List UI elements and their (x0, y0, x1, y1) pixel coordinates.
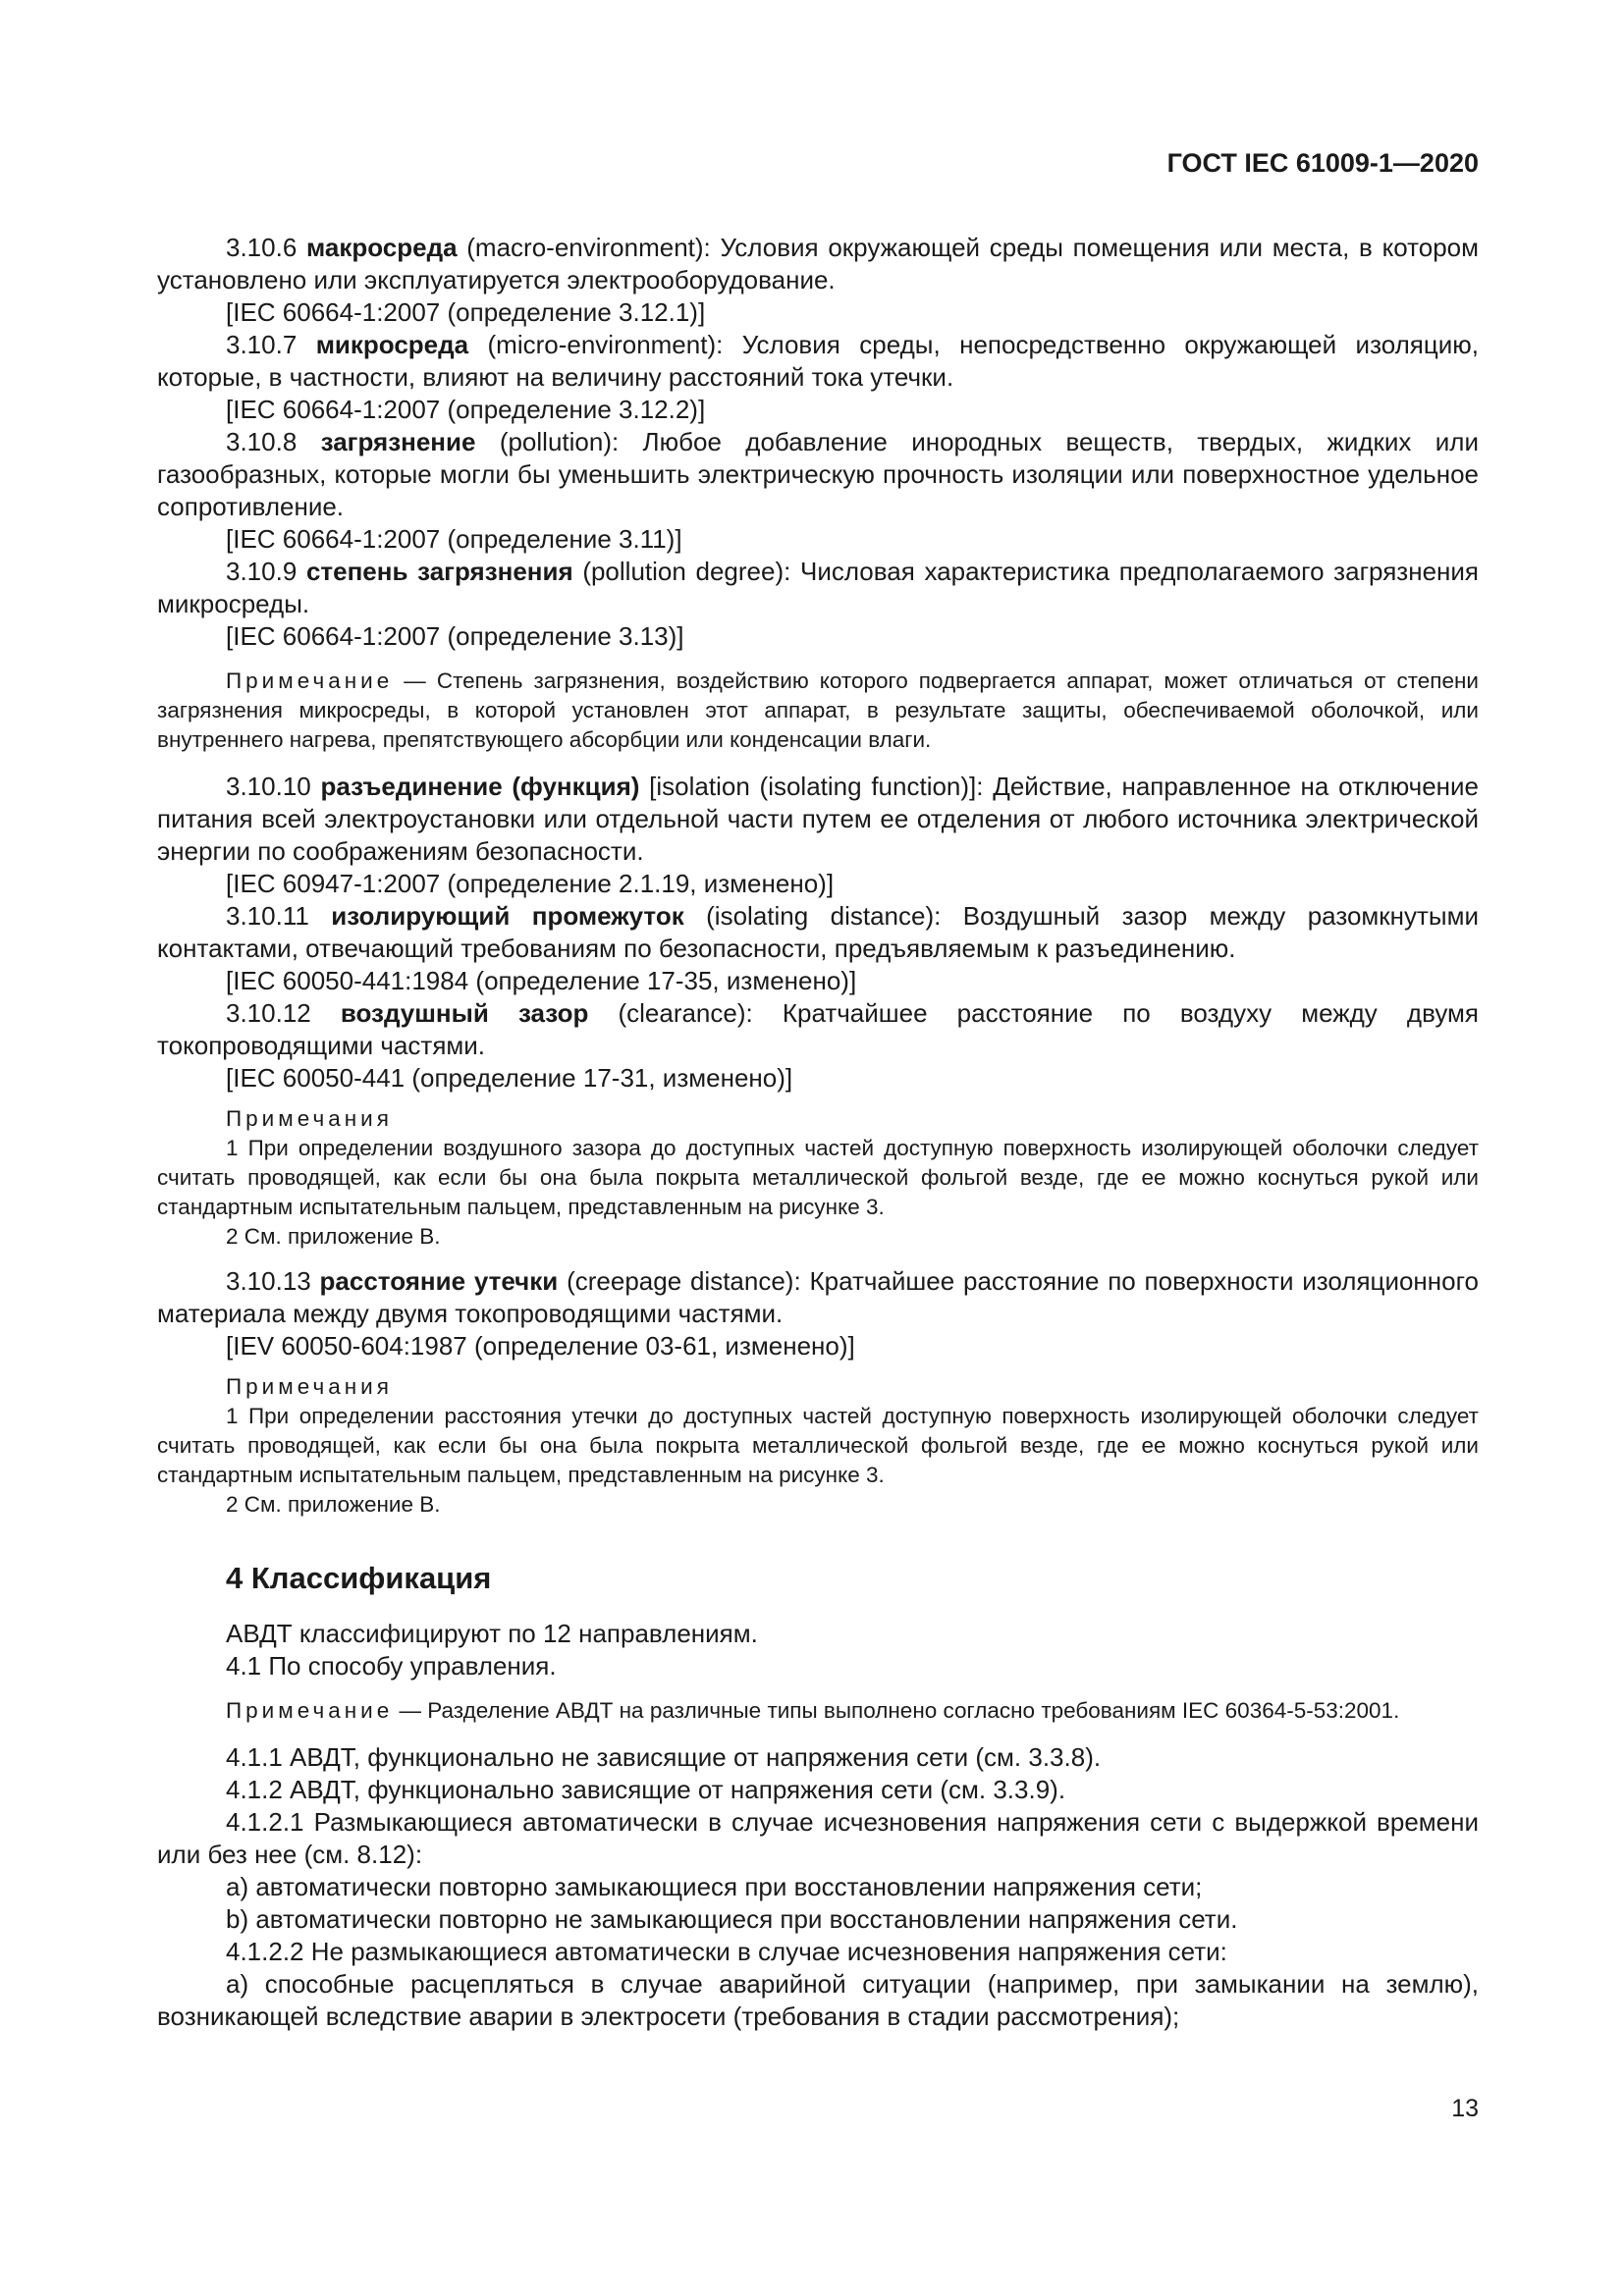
document-page (157, 145, 1479, 2033)
list-item: b) автоматически повторно не замыкающиеся при восстановлении напряжения сети. (226, 1904, 1238, 1934)
section-title: 4 Классификация (226, 1561, 492, 1595)
notes-block (157, 1104, 1479, 1252)
paragraph: 4.1.1 АВДТ, функционально не зависящие от напряжения сети (см. 3.3.8). (226, 1742, 1102, 1772)
term-pollution: загрязнение (320, 427, 476, 456)
document-header: ГОСТ IEC 61009-1—2020 (1166, 148, 1479, 178)
definition-3-10-9: 3.10.9 степень загрязнения (pollution degree): Числовая характеристика предполагаемого загрязнения микросреды. (157, 557, 1479, 618)
term-pollution-degree: степень загрязнения (305, 557, 573, 586)
note-2: 2 См. приложение В. (226, 1492, 441, 1517)
paragraph: 4.1.2 АВДТ, функционально зависящие от напряжения сети (см. 3.3.9). (226, 1775, 1066, 1804)
paragraph: АВДТ классифицируют по 12 направлениям. (226, 1619, 758, 1648)
reference: [IEC 60050-441:1984 (определение 17-35, изменено)] (226, 966, 857, 995)
note-1: 1 При определении воздушного зазора до доступных частей доступную поверхность изолирующей оболочки следует считать проводящей, как если бы она была покрыта металлической фольгой везде, где ее можно коснуться рукой или стандартным испытательным пальцем, представленным на рисунке 3. (157, 1136, 1479, 1219)
term-creepage-distance: расстояние утечки (319, 1266, 559, 1296)
reference: [IEC 60664-1:2007 (определение 3.11)] (226, 524, 682, 554)
term-micro-environment: микросреда (315, 330, 469, 359)
notes-label: Примечания (226, 1374, 393, 1399)
note-label: Примечание (226, 668, 394, 693)
definition-3-10-11: 3.10.11 изолирующий промежуток (isolating distance): Воздушный зазор между разомкнутыми контактами, отвечающий требованиям по безопасности, предъявляемым к разъединению. (157, 901, 1480, 963)
notes-block (157, 1372, 1479, 1520)
reference: [IEC 60947-1:2007 (определение 2.1.19, изменено)] (226, 869, 835, 898)
reference: [IEC 60050-441 (определение 17-31, изменено)] (226, 1063, 793, 1093)
list-item: a) автоматически повторно замыкающиеся при восстановлении напряжения сети; (226, 1872, 1203, 1901)
definition-3-10-8: 3.10.8 загрязнение (pollution): Любое добавление инородных веществ, твердых, жидких или газообразных, которые могли бы уменьшить электрическую прочность изоляции или поверхностное удельное сопротивление. (157, 427, 1479, 521)
paragraph: 4.1.2.2 Не размыкающиеся автоматически в случае исчезновения напряжения сети: (226, 1937, 1227, 1966)
reference: [IEC 60664-1:2007 (определение 3.12.2)] (226, 395, 706, 424)
definition-3-10-10: 3.10.10 разъединение (функция) [isolation (isolating function)]: Действие, направленное на отключение питания всей электроустановки или отдельной части путем ее отделения от любого источника электрической энергии по соображениям безопасности. (157, 772, 1479, 866)
term-isolating-distance: изолирующий промежуток (331, 901, 684, 931)
reference: [IEV 60050-604:1987 (определение 03-61, изменено)] (226, 1331, 855, 1361)
note-2: 2 См. приложение В. (226, 1224, 441, 1249)
note-label: Примечание (226, 1698, 394, 1723)
reference: [IEC 60664-1:2007 (определение 3.12.1)] (226, 297, 706, 327)
page-number: 13 (1451, 2095, 1479, 2122)
note-1: 1 При определении расстояния утечки до доступных частей доступную поверхность изолирующей оболочки следует считать проводящей, как если бы она была покрыта металлической фольгой везде, где ее можно коснуться рукой или стандартным испытательным пальцем, представленным на рисунке 3. (157, 1404, 1479, 1487)
definition-3-10-12: 3.10.12 воздушный зазор (clearance): Кратчайшее расстояние по воздуху между двумя токопроводящими частями. (157, 998, 1479, 1060)
definition-3-10-13: 3.10.13 расстояние утечки (creepage distance): Кратчайшее расстояние по поверхности изоляционного материала между двумя токопроводящими частями. (157, 1266, 1479, 1328)
definition-3-10-7: 3.10.7 микросреда (micro-environment): Условия среды, непосредственно окружающей изоляцию, которые, в частности, влияют на величину расстояний тока утечки. (157, 330, 1479, 392)
term-clearance: воздушный зазор (340, 998, 589, 1028)
list-item: a) способные расцепляться в случае аварийной ситуации (например, при замыкании на землю), возникающей вследствие аварии в электросети (требования в стадии рассмотрения); (157, 1969, 1479, 2031)
term-isolation: разъединение (функция) (320, 772, 640, 801)
paragraph: 4.1 По способу управления. (226, 1651, 557, 1681)
notes-label: Примечания (226, 1106, 393, 1131)
term-macro-environment: макросреда (306, 233, 458, 262)
paragraph: 4.1.2.1 Размыкающиеся автоматически в случае исчезновения напряжения сети с выдержкой времени или без нее (см. 8.12): (157, 1807, 1479, 1869)
reference: [IEC 60664-1:2007 (определение 3.13)] (226, 621, 684, 651)
definition-3-10-6: 3.10.6 макросреда (macro-environment): Условия окружающей среды помещения или места, в котором установлено или эксплуатируется электрооборудование. (157, 233, 1479, 294)
note: Примечание — Разделение АВДТ на различные типы выполнено согласно требованиям IEC 60364-5-53:2001. (226, 1698, 1400, 1723)
note: Примечание — Степень загрязнения, воздействию которого подвергается аппарат, может отличаться от степени загрязнения микросреды, в которой установлен этот аппарат, в результате защиты, обеспечиваемой оболочкой, или внутреннего нагрева, препятствующего абсорбции или конденсации влаги. (157, 668, 1479, 752)
